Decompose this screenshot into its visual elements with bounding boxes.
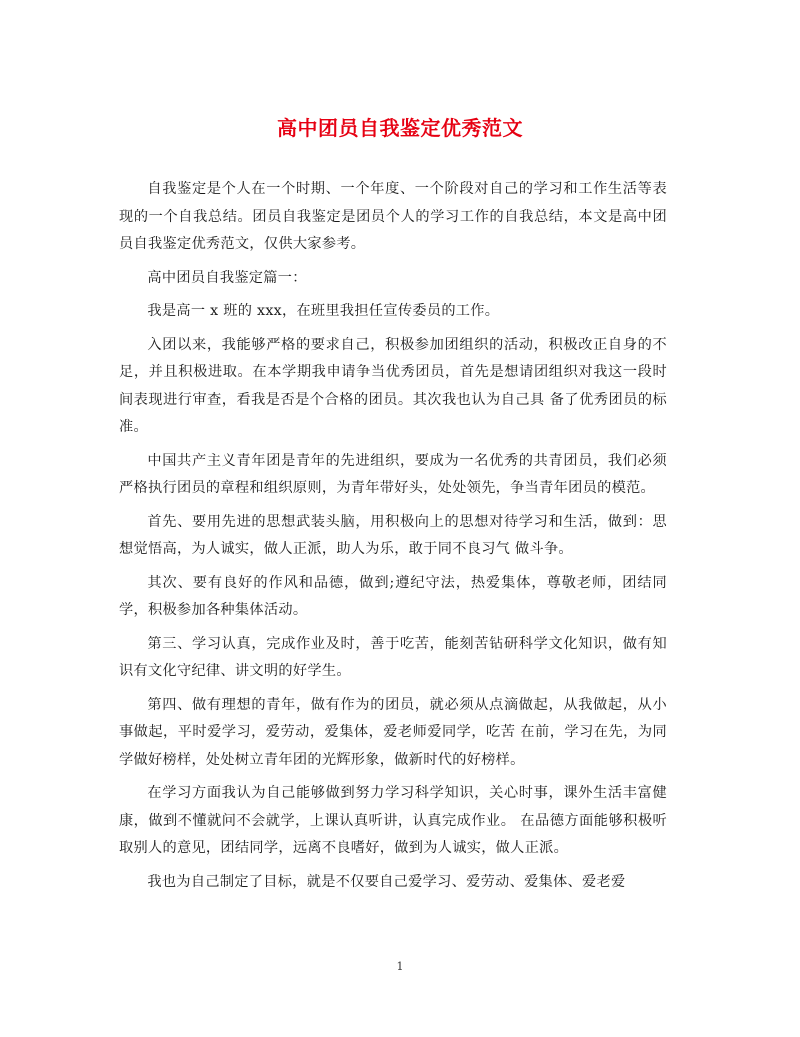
paragraph-first-point: 首先、要用先进的思想武装头脑，用积极向上的思想对待学习和生活，做到：思想觉悟高，为人诚实，做人正派，助人为乐，敢于同不良习气 做斗争。 [119, 513, 667, 557]
paragraph-goals: 我也为自己制定了目标，就是不仅要自己爱学习、爱劳动、爱集体、爱老爱 [147, 873, 626, 890]
paragraph-fourth-point: 第四、做有理想的青年，做有作为的团员，就必须从点滴做起，从我做起，从小事做起，平时爱学习，爱劳动，爱集体，爱老师爱同学，吃苦 在前，学习在先，为同学做好榜样，处处树立青年团的光辉形象，做新时代的好榜样。 [119, 696, 667, 768]
paragraph-intro: 自我鉴定是个人在一个时期、一个年度、一个阶段对自己的学习和工作生活等表现的一个自我总结。团员自我鉴定是团员个人的学习工作的自我总结，本文是高中团员自我鉴定优秀范文，仅供大家参考。 [119, 181, 667, 252]
paragraph-self-intro: 我是高一 x 班的 xxx，在班里我担任宣传委员的工作。 [147, 303, 500, 319]
document-title: 高中团员自我鉴定优秀范文 [277, 116, 523, 140]
paragraph-section-heading: 高中团员自我鉴定篇一： [147, 269, 307, 286]
paragraph-second-point: 其次、要有良好的作风和品德，做到;遵纪守法，热爱集体，尊敬老师，团结同学，积极参加各种集体活动。 [119, 574, 667, 618]
paragraph-study-and-character: 在学习方面我认为自己能够做到努力学习科学知识，关心时事，课外生活丰富健康，做到不懂就问不会就学，上课认真听讲，认真完成作业。 在品德方面能够积极听取别人的意见，团结同学，远离不良嗜好，做到为人诚实，做人正派。 [119, 785, 667, 856]
document-body [119, 176, 667, 896]
paragraph-since-joining: 入团以来，我能够严格的要求自己，积极参加团组织的活动，积极改正自身的不足，并且积极进取。在本学期我申请争当优秀团员，首先是想请团组织对我这一段时间表现进行审查，看我是否是个合格的团员。其次我也认为自己具 备了优秀团员的标准。 [119, 336, 667, 435]
paragraph-league-organization: 中国共产主义青年团是青年的先进组织，要成为一名优秀的共青团员，我们必须严格执行团员的章程和组织原则，为青年带好头，处处领先，争当青年团员的模范。 [119, 452, 667, 496]
page-number: 1 [396, 960, 404, 973]
paragraph-third-point: 第三、学习认真，完成作业及时，善于吃苦，能刻苦钻研科学文化知识，做有知识有文化守纪律、讲文明的好学生。 [119, 635, 667, 679]
